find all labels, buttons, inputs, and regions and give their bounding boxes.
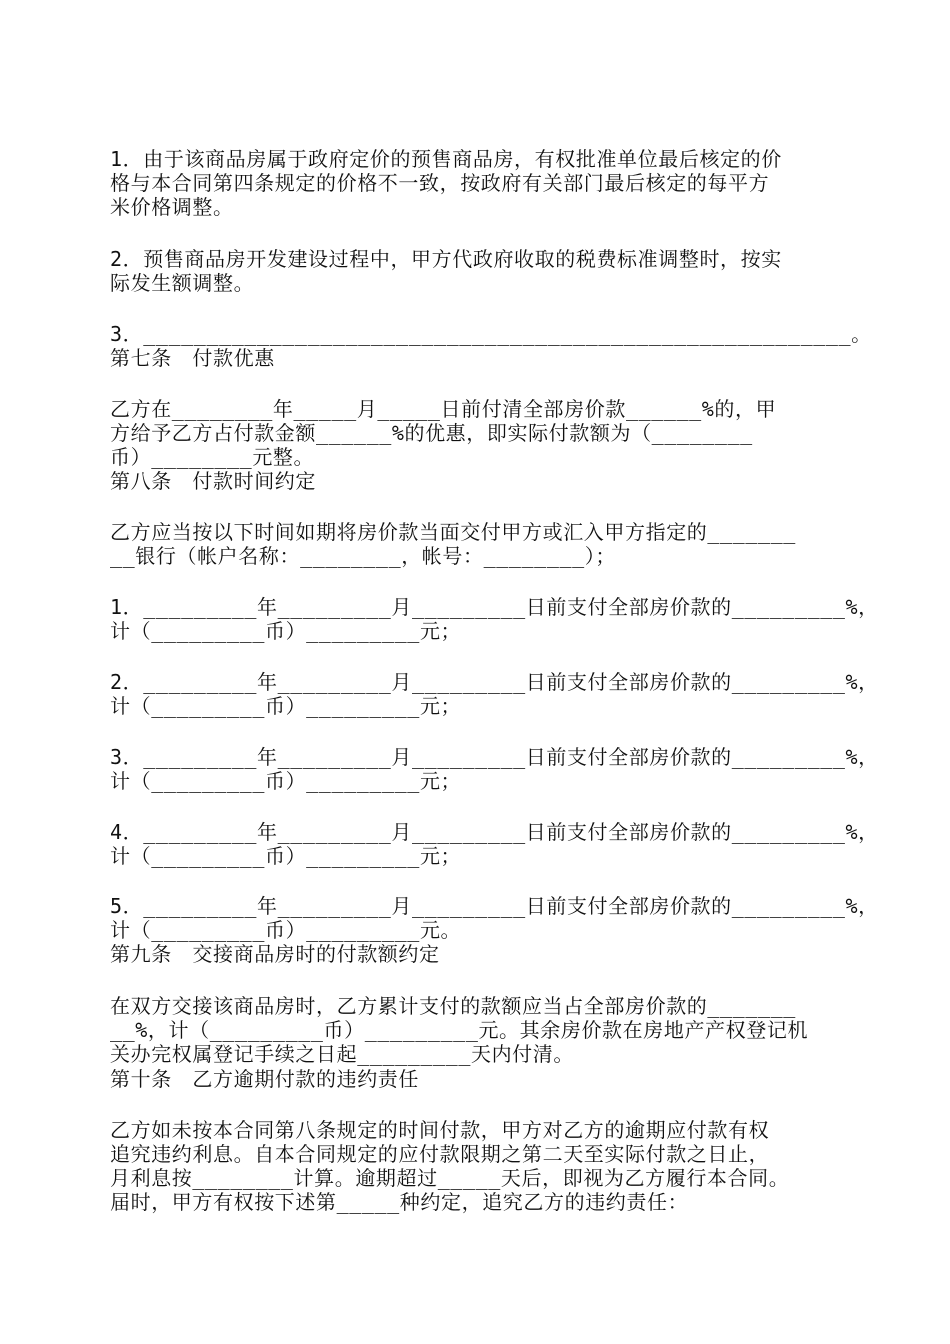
article-8-item-4-line-1: 4．_________年_________月_________日前支付全部房价款的_________%， [110, 820, 879, 844]
article-8-item-1-line-2: 计（_________币）_________元； [110, 619, 462, 643]
article-7-text-line-1: 乙方在________年_____月_____日前付清全部房价款______%的，甲 [110, 397, 777, 421]
article-8-item-5-line-1: 5．_________年_________月_________日前支付全部房价款的_________%， [110, 894, 879, 918]
article-8-item-5-line-2: 计（_________币）_________元。 [110, 918, 462, 942]
article-7-heading: 第七条 付款优惠 [110, 346, 275, 370]
article-8-item-3-line-2: 计（_________币）_________元； [110, 769, 462, 793]
clause-6-item-1-line-2: 格与本合同第四条规定的价格不一致，按政府有关部门最后核定的每平方 [110, 171, 770, 195]
article-8-item-3-line-1: 3．_________年_________月_________日前支付全部房价款的_________%， [110, 745, 879, 769]
article-8-intro-line-2: __银行（帐户名称：________，帐号：________）； [110, 544, 616, 568]
article-7-text-line-2: 方给予乙方占付款金额______%的优惠，即实际付款额为（________ [110, 421, 753, 445]
clause-6-item-2-line-2: 际发生额调整。 [110, 271, 255, 295]
clause-6-item-3: 3．________________________________________________________。 [110, 322, 872, 346]
article-8-heading: 第八条 付款时间约定 [110, 469, 316, 493]
article-7-text-line-3: 币）________元整。 [110, 445, 315, 469]
clause-6-item-2-line-1: 2．预售商品房开发建设过程中，甲方代政府收取的税费标准调整时，按实 [110, 247, 782, 271]
article-10-text-line-2: 追究违约利息。自本合同规定的应付款限期之第二天至实际付款之日止， [110, 1142, 770, 1166]
article-9-heading: 第九条 交接商品房时的付款额约定 [110, 942, 440, 966]
article-8-item-2-line-1: 2．_________年_________月_________日前支付全部房价款的_________%， [110, 670, 879, 694]
article-10-text-line-3: 月利息按________计算。逾期超过_____天后，即视为乙方履行本合同。 [110, 1166, 790, 1190]
article-10-heading: 第十条 乙方逾期付款的违约责任 [110, 1067, 419, 1091]
clause-6-item-1-line-3: 米价格调整。 [110, 195, 234, 219]
article-9-text-line-3: 关办完权属登记手续之日起_________天内付清。 [110, 1042, 574, 1066]
article-8-intro-line-1: 乙方应当按以下时间如期将房价款当面交付甲方或汇入甲方指定的_______ [110, 520, 796, 544]
article-10-text-line-4: 届时，甲方有权按下述第_____种约定，追究乙方的违约责任： [110, 1190, 689, 1214]
article-8-item-1-line-1: 1．_________年_________月_________日前支付全部房价款的_________%， [110, 595, 879, 619]
article-8-item-2-line-2: 计（_________币）_________元； [110, 694, 462, 718]
clause-6-item-1-line-1: 1．由于该商品房属于政府定价的预售商品房，有权批准单位最后核定的价 [110, 147, 782, 171]
article-10-text-line-1: 乙方如未按本合同第八条规定的时间付款，甲方对乙方的逾期应付款有权 [110, 1118, 770, 1142]
article-8-item-4-line-2: 计（_________币）_________元； [110, 844, 462, 868]
article-9-text-line-1: 在双方交接该商品房时，乙方累计支付的款额应当占全部房价款的_______ [110, 994, 796, 1018]
article-9-text-line-2: __%，计（_________币）_________元。其余房价款在房地产产权登记机 [110, 1018, 809, 1042]
